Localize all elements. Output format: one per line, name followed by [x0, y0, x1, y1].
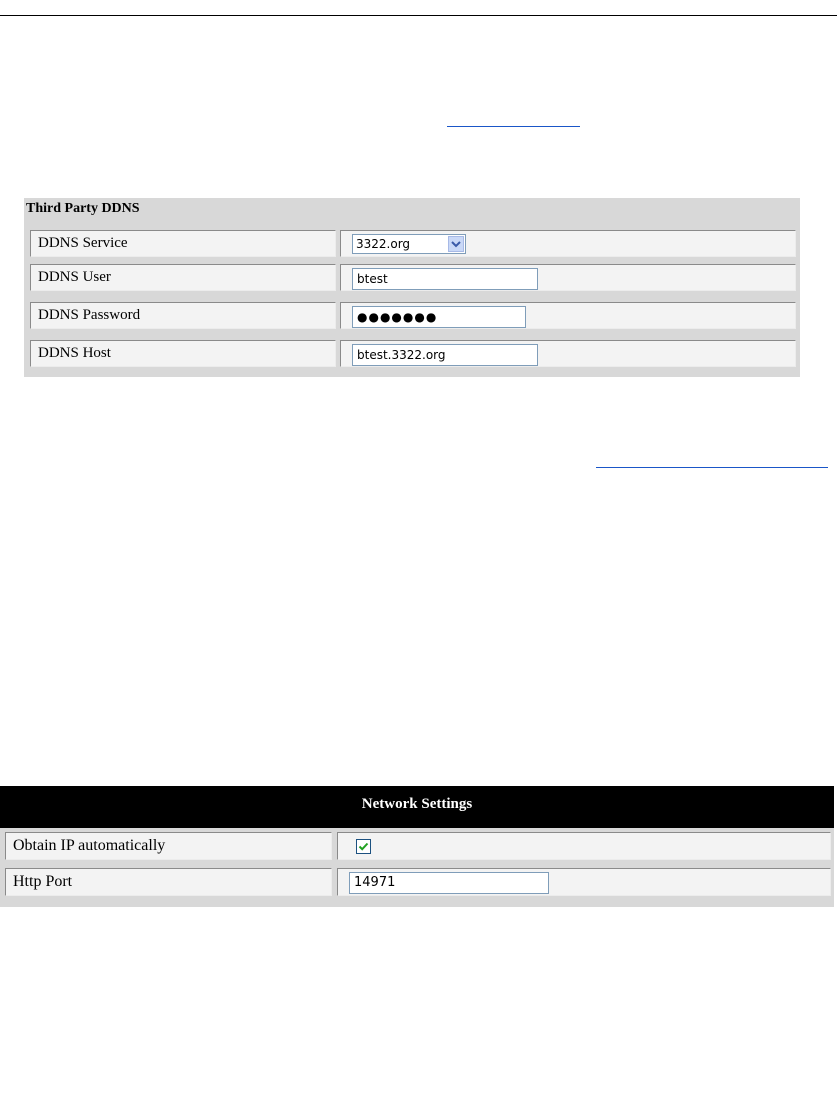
ddns-password-label: DDNS Password	[30, 302, 336, 329]
hyperlink-underline[interactable]	[447, 126, 580, 127]
chevron-down-icon[interactable]	[448, 236, 464, 252]
checkmark-icon	[357, 840, 370, 853]
ddns-service-selected-value: 3322.org	[356, 237, 411, 251]
ddns-host-input[interactable]: btest.3322.org	[352, 344, 538, 366]
network-settings-header: Network Settings	[0, 786, 834, 828]
http-port-cell	[337, 868, 831, 896]
http-port-input[interactable]: 14971	[349, 872, 549, 894]
ddns-host-cell	[340, 340, 796, 367]
obtain-ip-label: Obtain IP automatically	[5, 832, 332, 860]
ddns-password-cell	[340, 302, 796, 329]
page-top-rule	[0, 15, 837, 16]
ddns-host-label: DDNS Host	[30, 340, 336, 367]
network-settings-panel	[0, 828, 834, 907]
ddns-user-input[interactable]: btest	[352, 268, 538, 290]
password-mask: ●●●●●●●	[357, 310, 438, 324]
hyperlink-underline[interactable]	[596, 467, 828, 468]
ddns-service-label: DDNS Service	[30, 230, 336, 257]
ddns-password-input[interactable]	[352, 306, 526, 328]
obtain-ip-checkbox[interactable]	[356, 839, 371, 854]
obtain-ip-cell	[337, 832, 831, 860]
ddns-user-cell	[340, 264, 796, 291]
ddns-service-select[interactable]	[352, 234, 466, 254]
ddns-service-cell	[340, 230, 796, 257]
http-port-label: Http Port	[5, 868, 332, 896]
ddns-settings-panel	[24, 198, 800, 377]
ddns-panel-title: Third Party DDNS	[26, 201, 140, 216]
ddns-user-label: DDNS User	[30, 264, 336, 291]
